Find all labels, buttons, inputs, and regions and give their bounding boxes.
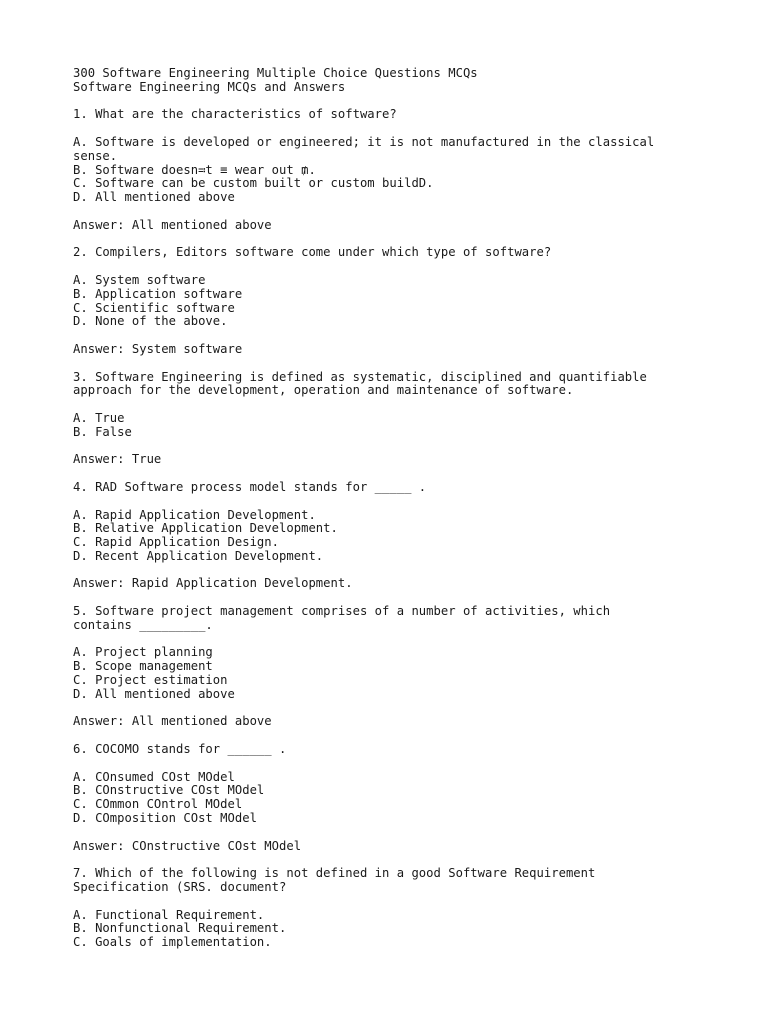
option-line: A. Functional Requirement.: [73, 907, 265, 922]
option-line: C. Project estimation: [73, 673, 228, 688]
document-page: [73, 67, 733, 950]
question-text: 2. Compilers, Editors software come under which type of software?: [73, 245, 552, 260]
option-line: B. Relative Application Development.: [73, 521, 338, 536]
option-line: sense.: [73, 148, 118, 163]
option-line: D. None of the above.: [73, 314, 228, 329]
option-line: C. COmmon COntrol MOdel: [73, 797, 243, 812]
option-line: B. Software doesn≕t ≡ wear out ₥.: [73, 162, 316, 177]
option-line: A. Project planning: [73, 645, 213, 660]
option-line: C. Scientific software: [73, 300, 235, 315]
question-block: [73, 867, 733, 950]
question-text: 7. Which of the following is not defined in a good Software Requirement: [73, 866, 596, 881]
option-line: C. Goals of implementation.: [73, 935, 272, 950]
answer-text: Answer: True: [73, 452, 162, 467]
question-block: [73, 371, 733, 481]
question-text: 1. What are the characteristics of software?: [73, 107, 397, 122]
question-block: [73, 246, 733, 370]
document-subtitle: Software Engineering MCQs and Answers: [73, 79, 346, 94]
question-block: [73, 481, 733, 605]
option-line: A. True: [73, 410, 125, 425]
question-text: approach for the development, operation and maintenance of software.: [73, 383, 574, 398]
question-text: 6. COCOMO stands for ______ .: [73, 742, 287, 757]
option-line: B. COnstructive COst MOdel: [73, 783, 265, 798]
option-line: B. Nonfunctional Requirement.: [73, 921, 287, 936]
question-text: 4. RAD Software process model stands for _____ .: [73, 479, 427, 494]
option-line: D. All mentioned above: [73, 190, 235, 205]
option-line: A. Rapid Application Development.: [73, 507, 316, 522]
answer-text: Answer: Rapid Application Development.: [73, 576, 353, 591]
document-title: 300 Software Engineering Multiple Choice Questions MCQs: [73, 66, 478, 80]
answer-text: Answer: COnstructive COst MOdel: [73, 838, 302, 853]
option-line: B. Application software: [73, 286, 243, 301]
option-line: C. Software can be custom built or custom buildD.: [73, 176, 434, 191]
question-block: [73, 108, 733, 246]
question-block: [73, 743, 733, 867]
question-text: contains _________.: [73, 617, 213, 632]
option-line: C. Rapid Application Design.: [73, 535, 280, 550]
option-line: D. Recent Application Development.: [73, 548, 324, 563]
question-text: 3. Software Engineering is defined as systematic, disciplined and quantifiable: [73, 369, 647, 384]
answer-text: Answer: All mentioned above: [73, 217, 272, 232]
option-line: B. Scope management: [73, 659, 213, 674]
option-line: D. All mentioned above: [73, 686, 235, 701]
spacer: [73, 95, 733, 109]
question-text: 5. Software project management comprises of a number of activities, which: [73, 604, 611, 619]
question-block: [73, 605, 733, 743]
option-line: D. COmposition COst MOdel: [73, 811, 257, 826]
question-text: Specification (SRS. document?: [73, 880, 287, 895]
option-line: A. System software: [73, 272, 206, 287]
answer-text: Answer: All mentioned above: [73, 714, 272, 729]
option-line: A. COnsumed COst MOdel: [73, 769, 235, 784]
option-line: B. False: [73, 424, 132, 439]
answer-text: Answer: System software: [73, 341, 243, 356]
option-line: A. Software is developed or engineered; it is not manufactured in the classical: [73, 134, 655, 149]
